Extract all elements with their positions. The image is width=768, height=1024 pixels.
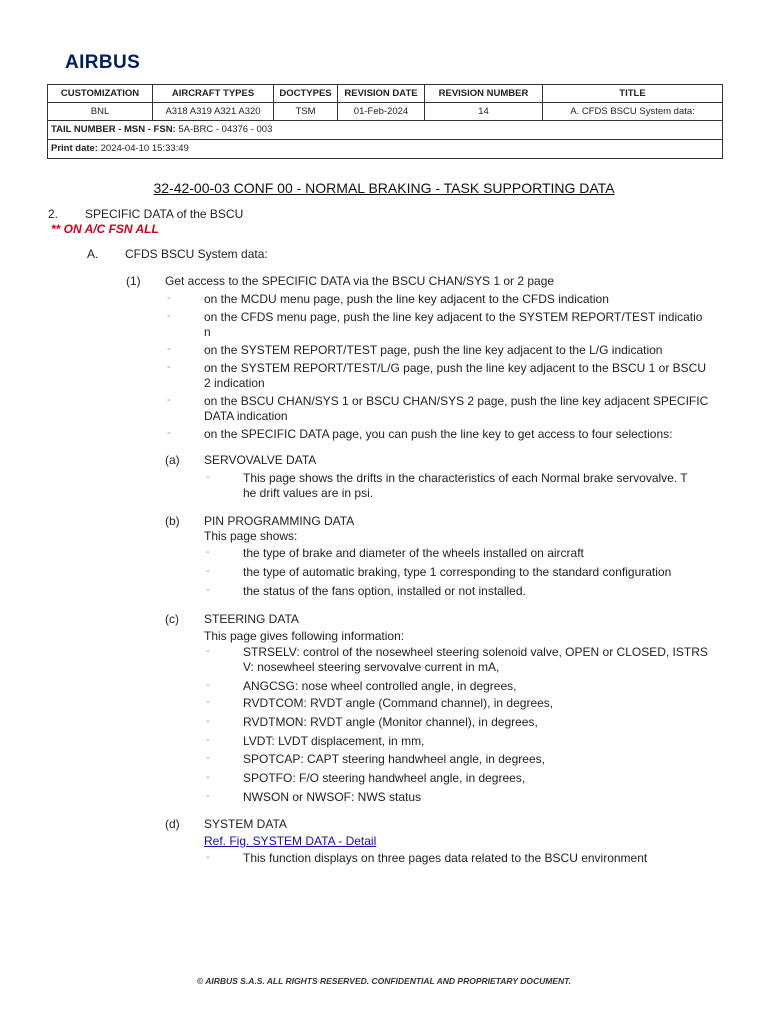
copyright-footer: © AIRBUS S.A.S. ALL RIGHTS RESERVED. CONFIDENTIAL AND PROPRIETARY DOCUMENT.	[196, 976, 572, 986]
bullet-dash: -	[167, 427, 171, 439]
step-bullet: on the CFDS menu page, push the line key adjacent to the SYSTEM REPORT/TEST indicatio	[204, 310, 703, 324]
bullet-dash: -	[167, 361, 171, 373]
step-number: (1)	[126, 274, 141, 288]
bullet-dash: -	[206, 546, 210, 558]
item-a-title: SERVOVALVE DATA	[204, 453, 317, 467]
item-c-bullet: LVDT: LVDT displacement, in mm,	[243, 734, 425, 748]
bullet-dash: -	[206, 771, 210, 783]
value-title: A. CFDS BSCU System data:	[543, 103, 723, 121]
bullet-dash: -	[206, 696, 210, 708]
header-doctypes: DOCTYPES	[274, 85, 338, 103]
tail-number-value: 5A-BRC - 04376 - 003	[178, 124, 273, 135]
header-title: TITLE	[543, 85, 723, 103]
header-customization: CUSTOMIZATION	[48, 85, 153, 103]
item-b-title: PIN PROGRAMMING DATA	[204, 514, 355, 528]
item-c-intro: This page gives following information:	[204, 629, 405, 643]
document-header-table	[47, 84, 723, 159]
step-text: Get access to the SPECIFIC DATA via the BSCU CHAN/SYS 1 or 2 page	[165, 274, 555, 288]
step-bullet-cont: DATA indication	[204, 409, 288, 423]
item-c-title: STEERING DATA	[204, 612, 299, 626]
section-number: 2.	[48, 207, 59, 221]
value-revision-date: 01-Feb-2024	[338, 103, 425, 121]
bullet-dash: -	[206, 734, 210, 746]
item-a-text-cont: he drift values are in psi.	[243, 486, 374, 500]
item-c-bullet: ANGCSG: nose wheel controlled angle, in degrees,	[243, 679, 517, 693]
item-b-label: (b)	[165, 514, 180, 528]
print-date-cell	[48, 140, 723, 159]
applicability-note: ** ON A/C FSN ALL	[51, 222, 159, 236]
step-bullet: on the BSCU CHAN/SYS 1 or BSCU CHAN/SYS 2 page, push the line key adjacent SPECIFIC	[204, 394, 709, 408]
bullet-dash: -	[206, 584, 210, 596]
step-bullet-cont: n	[204, 325, 211, 339]
bullet-dash: -	[206, 790, 210, 802]
bullet-dash: -	[206, 851, 210, 863]
system-data-figure-link[interactable]: Ref. Fig. SYSTEM DATA - Detail	[204, 834, 377, 848]
value-customization: BNL	[48, 103, 153, 121]
step-bullet: on the SYSTEM REPORT/TEST/L/G page, push the line key adjacent to the BSCU 1 or BSCU	[204, 361, 707, 375]
header-columns-row	[48, 85, 723, 103]
bullet-dash: -	[206, 565, 210, 577]
bullet-dash: -	[206, 471, 210, 483]
airbus-logo: AIRBUS	[65, 52, 141, 73]
header-revision-date: REVISION DATE	[338, 85, 425, 103]
bullet-dash: -	[206, 679, 210, 691]
item-b-intro: This page shows:	[204, 529, 298, 543]
bullet-dash: -	[206, 715, 210, 727]
header-aircraft-types: AIRCRAFT TYPES	[153, 85, 274, 103]
item-d-bullet: This function displays on three pages data related to the BSCU environment	[243, 851, 648, 865]
item-d-link-wrap	[204, 833, 376, 849]
item-c-bullet: STRSELV: control of the nosewheel steering solenoid valve, OPEN or CLOSED, ISTRS	[243, 645, 708, 659]
print-date-value: 2024-04-10 15:33:49	[100, 143, 189, 154]
item-b-bullet: the type of automatic braking, type 1 corresponding to the standard configuration	[243, 565, 672, 579]
bullet-dash: -	[206, 752, 210, 764]
print-date-row	[48, 140, 723, 159]
item-b-bullet: the status of the fans option, installed or not installed.	[243, 584, 526, 598]
tail-number-row	[48, 121, 723, 140]
item-c-bullet: RVDTCOM: RVDT angle (Command channel), in degrees,	[243, 696, 554, 710]
item-d-title: SYSTEM DATA	[204, 817, 287, 831]
item-a-label: (a)	[165, 453, 180, 467]
item-a-text: This page shows the drifts in the characteristics of each Normal brake servovalve. T	[243, 471, 688, 485]
bullet-dash: -	[167, 394, 171, 406]
bullet-dash: -	[167, 343, 171, 355]
step-bullet: on the SYSTEM REPORT/TEST page, push the line key adjacent to the L/G indication	[204, 343, 663, 357]
item-b-bullet: the type of brake and diameter of the wheels installed on aircraft	[243, 546, 584, 560]
bullet-dash: -	[206, 645, 210, 657]
value-doctypes: TSM	[274, 103, 338, 121]
header-revision-number: REVISION NUMBER	[425, 85, 543, 103]
print-date-label: Print date:	[51, 143, 98, 154]
item-c-bullet: NWSON or NWSOF: NWS status	[243, 790, 422, 804]
tail-number-label: TAIL NUMBER - MSN - FSN:	[51, 124, 176, 135]
value-aircraft-types: A318 A319 A321 A320	[153, 103, 274, 121]
tail-number-cell	[48, 121, 723, 140]
step-bullet-cont: 2 indication	[204, 376, 265, 390]
item-c-bullet-cont: V: nosewheel steering servovalve current in mA,	[243, 660, 500, 674]
section-title: SPECIFIC DATA of the BSCU	[85, 207, 244, 221]
item-c-label: (c)	[165, 612, 179, 626]
step-bullet: on the SPECIFIC DATA page, you can push the line key to get access to four selections:	[204, 427, 673, 441]
item-c-bullet: RVDTMON: RVDT angle (Monitor channel), in degrees,	[243, 715, 538, 729]
item-c-bullet: SPOTFO: F/O steering handwheel angle, in degrees,	[243, 771, 526, 785]
item-d-label: (d)	[165, 817, 180, 831]
step-bullet: on the MCDU menu page, push the line key adjacent to the CFDS indication	[204, 292, 609, 306]
header-values-row	[48, 103, 723, 121]
subsection-letter: A.	[87, 247, 99, 261]
value-revision-number: 14	[425, 103, 543, 121]
subsection-title: CFDS BSCU System data:	[125, 247, 268, 261]
bullet-dash: -	[167, 292, 171, 304]
document-title: 32-42-00-03 CONF 00 - NORMAL BRAKING - TASK SUPPORTING DATA	[153, 180, 615, 196]
bullet-dash: -	[167, 310, 171, 322]
item-c-bullet: SPOTCAP: CAPT steering handwheel angle, in degrees,	[243, 752, 545, 766]
